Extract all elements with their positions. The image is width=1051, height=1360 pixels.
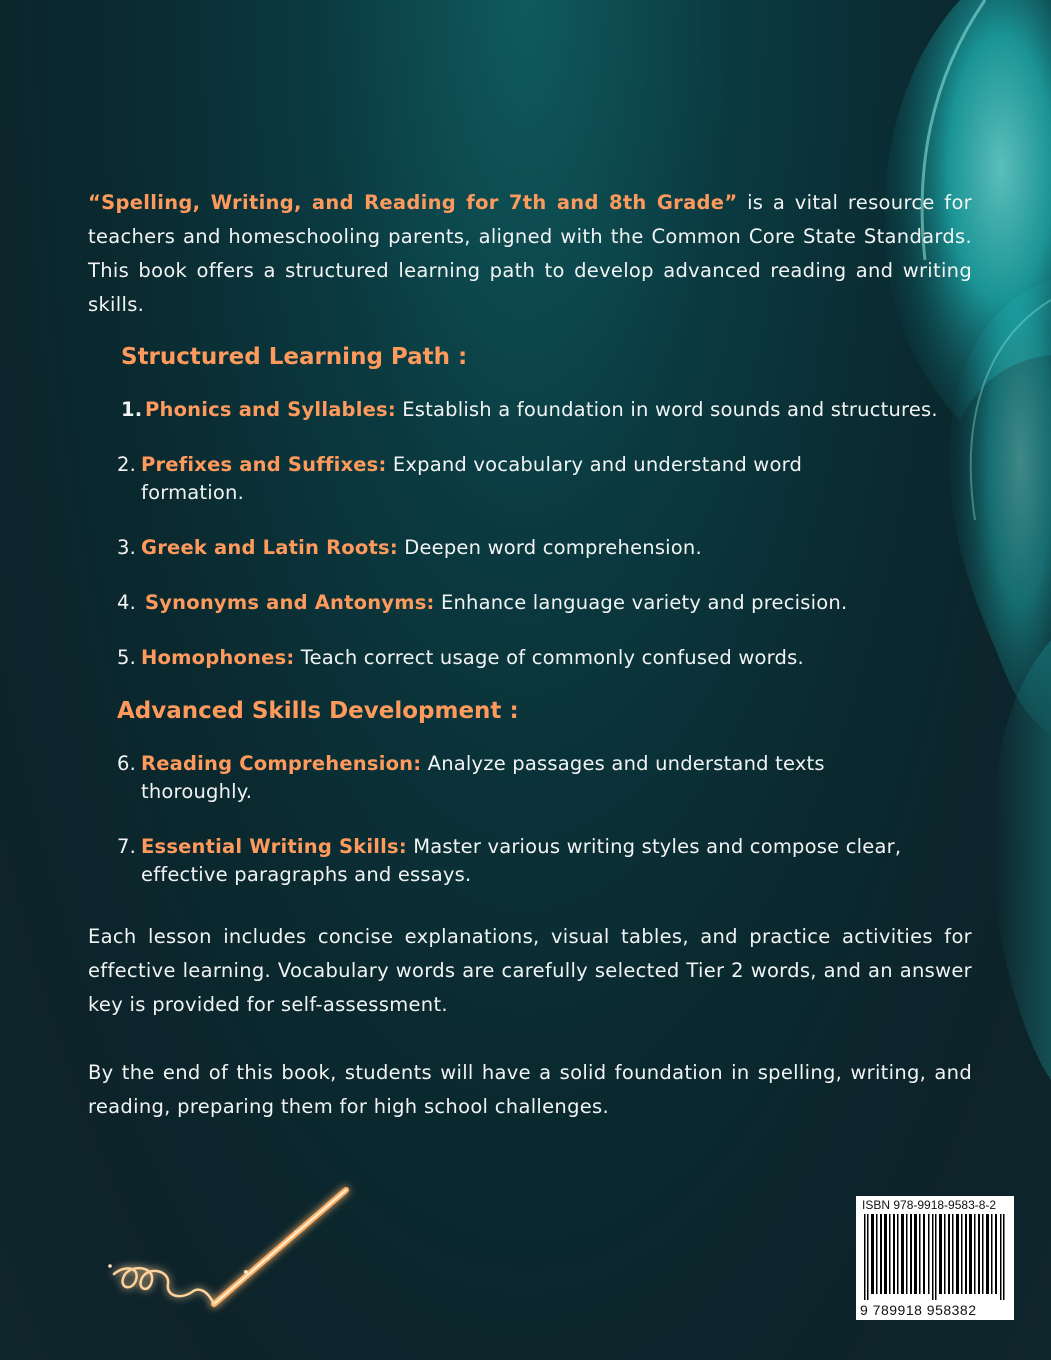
item-number: 4.	[117, 591, 137, 614]
glowing-pencil-icon	[96, 1176, 366, 1326]
closing-paragraph-1: Each lesson includes concise explanations, visual tables, and practice activities for effective learning. Vocabulary words are carefully selected Tier 2 words, and an answer key is provided for self-assessment.	[88, 925, 972, 1016]
item-number: 2.	[117, 453, 137, 476]
item-text: Teach correct usage of commonly confused words.	[294, 646, 804, 669]
isbn-label: ISBN 978-9918-9583-8-2	[862, 1198, 997, 1212]
advanced-list	[117, 750, 972, 889]
isbn-barcode	[856, 1196, 1014, 1320]
item-text: Master various writing styles and compose clear, effective paragraphs and essays.	[141, 835, 902, 886]
item-text: Analyze passages and understand texts thoroughly.	[141, 752, 825, 803]
list-item	[117, 750, 972, 806]
section-structured	[88, 344, 972, 672]
item-text: Expand vocabulary and understand word formation.	[141, 453, 803, 504]
list-item	[117, 451, 972, 507]
list-item	[121, 396, 972, 424]
list-item	[117, 833, 972, 889]
item-number: 5.	[117, 646, 137, 669]
item-number: 1.	[121, 398, 143, 421]
item-title: Essential Writing Skills:	[141, 835, 407, 858]
item-number: 3.	[117, 536, 137, 559]
closing-paragraph-2: By the end of this book, students will have a solid foundation in spelling, writing, and reading, preparing them for high school challenges.	[88, 1061, 972, 1118]
book-title-quote: “Spelling, Writing, and Reading for 7th and 8th Grade”	[88, 191, 738, 214]
item-text: Enhance language variety and precision.	[434, 591, 848, 614]
isbn-digits: 9 789918 958382	[860, 1302, 977, 1318]
section-advanced	[88, 698, 972, 889]
item-title: Homophones:	[141, 646, 295, 669]
back-cover-text	[88, 186, 972, 1124]
item-title: Phonics and Syllables:	[145, 398, 396, 421]
intro-paragraph	[88, 186, 972, 322]
item-title: Greek and Latin Roots:	[141, 536, 398, 559]
list-item	[117, 534, 972, 562]
item-number: 6.	[117, 752, 137, 775]
item-title: Reading Comprehension:	[141, 752, 422, 775]
item-title: Prefixes and Suffixes:	[141, 453, 387, 476]
item-number: 7.	[117, 835, 137, 858]
item-title: Synonyms and Antonyms:	[145, 591, 435, 614]
barcode-bars	[862, 1214, 1008, 1300]
intro-text: is a vital resource for teachers and homeschooling parents, aligned with the Common Core State Standards. This book offers a structured learning path to develop advanced reading and writing skills.	[88, 191, 973, 316]
item-text: Establish a foundation in word sounds and structures.	[395, 398, 938, 421]
list-item	[117, 644, 972, 672]
section-heading: Structured Learning Path :	[121, 344, 468, 370]
list-item	[117, 589, 972, 617]
section-heading: Advanced Skills Development :	[117, 698, 519, 724]
item-text: Deepen word comprehension.	[397, 536, 702, 559]
structured-list	[117, 396, 972, 672]
